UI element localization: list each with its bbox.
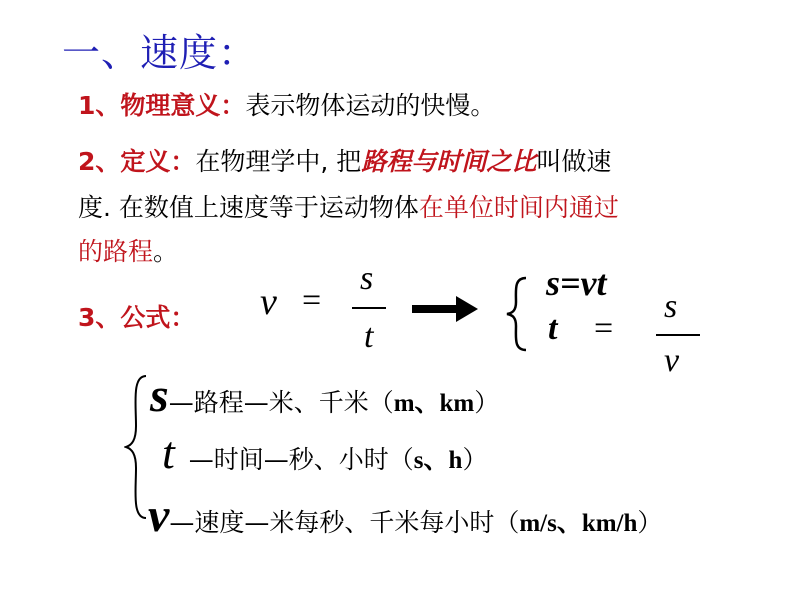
- symbol-list-brace-icon: [124, 374, 150, 520]
- derived-formula-2-denominator: v: [664, 342, 680, 379]
- symbol-units: m/s、km/h: [519, 510, 638, 537]
- definition-text-before: 在物理学中, 把: [195, 147, 362, 176]
- symbol-close: ）: [474, 388, 500, 417]
- formula-lhs: v: [260, 281, 277, 323]
- derived-formula-2-numerator: s: [664, 288, 678, 325]
- symbol-close: ）: [462, 445, 488, 474]
- formula-eq: =: [302, 282, 322, 319]
- formula-fraction-bar: [352, 307, 386, 309]
- derived-formula-2-eq: =: [594, 310, 614, 347]
- formula-numerator: s: [360, 260, 374, 297]
- definition-line2-text: 度. 在数值上速度等于运动物体: [78, 193, 419, 222]
- meaning-text: 表示物体运动的快慢。: [245, 91, 496, 120]
- symbol-letter: s: [150, 369, 169, 422]
- formula-label: 3、公式：: [78, 303, 196, 332]
- symbol-letter: v: [148, 489, 170, 542]
- meaning-label: 1、物理意义：: [78, 91, 246, 120]
- derived-formula-1: s=vt: [546, 263, 607, 303]
- definition-label: 2、定义：: [78, 147, 196, 176]
- definition-line3-highlight: 的路程: [78, 237, 154, 266]
- definition-text-after: 叫做速: [536, 147, 612, 176]
- arrow-right-icon: [412, 296, 478, 322]
- definition-line-3: [78, 232, 178, 268]
- definition-line3-end: 。: [153, 237, 179, 266]
- meaning-line: [78, 86, 495, 122]
- symbol-description: —速度—米每秒、千米每小时（: [169, 508, 520, 537]
- symbol-close: ）: [637, 508, 663, 537]
- symbol-units: m、km: [393, 390, 475, 417]
- symbol-description: —时间—秒、小时（: [188, 445, 414, 474]
- symbol-row: [150, 368, 499, 423]
- derived-formula-2-lhs: t: [548, 310, 558, 347]
- left-brace-icon: [504, 276, 530, 352]
- definition-highlight: 路程与时间之比: [361, 147, 537, 176]
- symbol-row: [148, 488, 662, 543]
- derived-fraction-bar: [656, 334, 700, 336]
- symbol-row: [162, 426, 487, 479]
- symbol-description: —路程—米、千米（: [168, 388, 394, 417]
- definition-line-2: [78, 188, 619, 224]
- section-heading: 一、速度：: [62, 31, 258, 75]
- symbol-units: s、h: [413, 447, 463, 474]
- formula-denominator: t: [364, 318, 374, 355]
- definition-line-1: [78, 142, 611, 178]
- definition-line2-highlight: 在单位时间内通过: [418, 193, 619, 222]
- symbol-letter: t: [162, 427, 175, 478]
